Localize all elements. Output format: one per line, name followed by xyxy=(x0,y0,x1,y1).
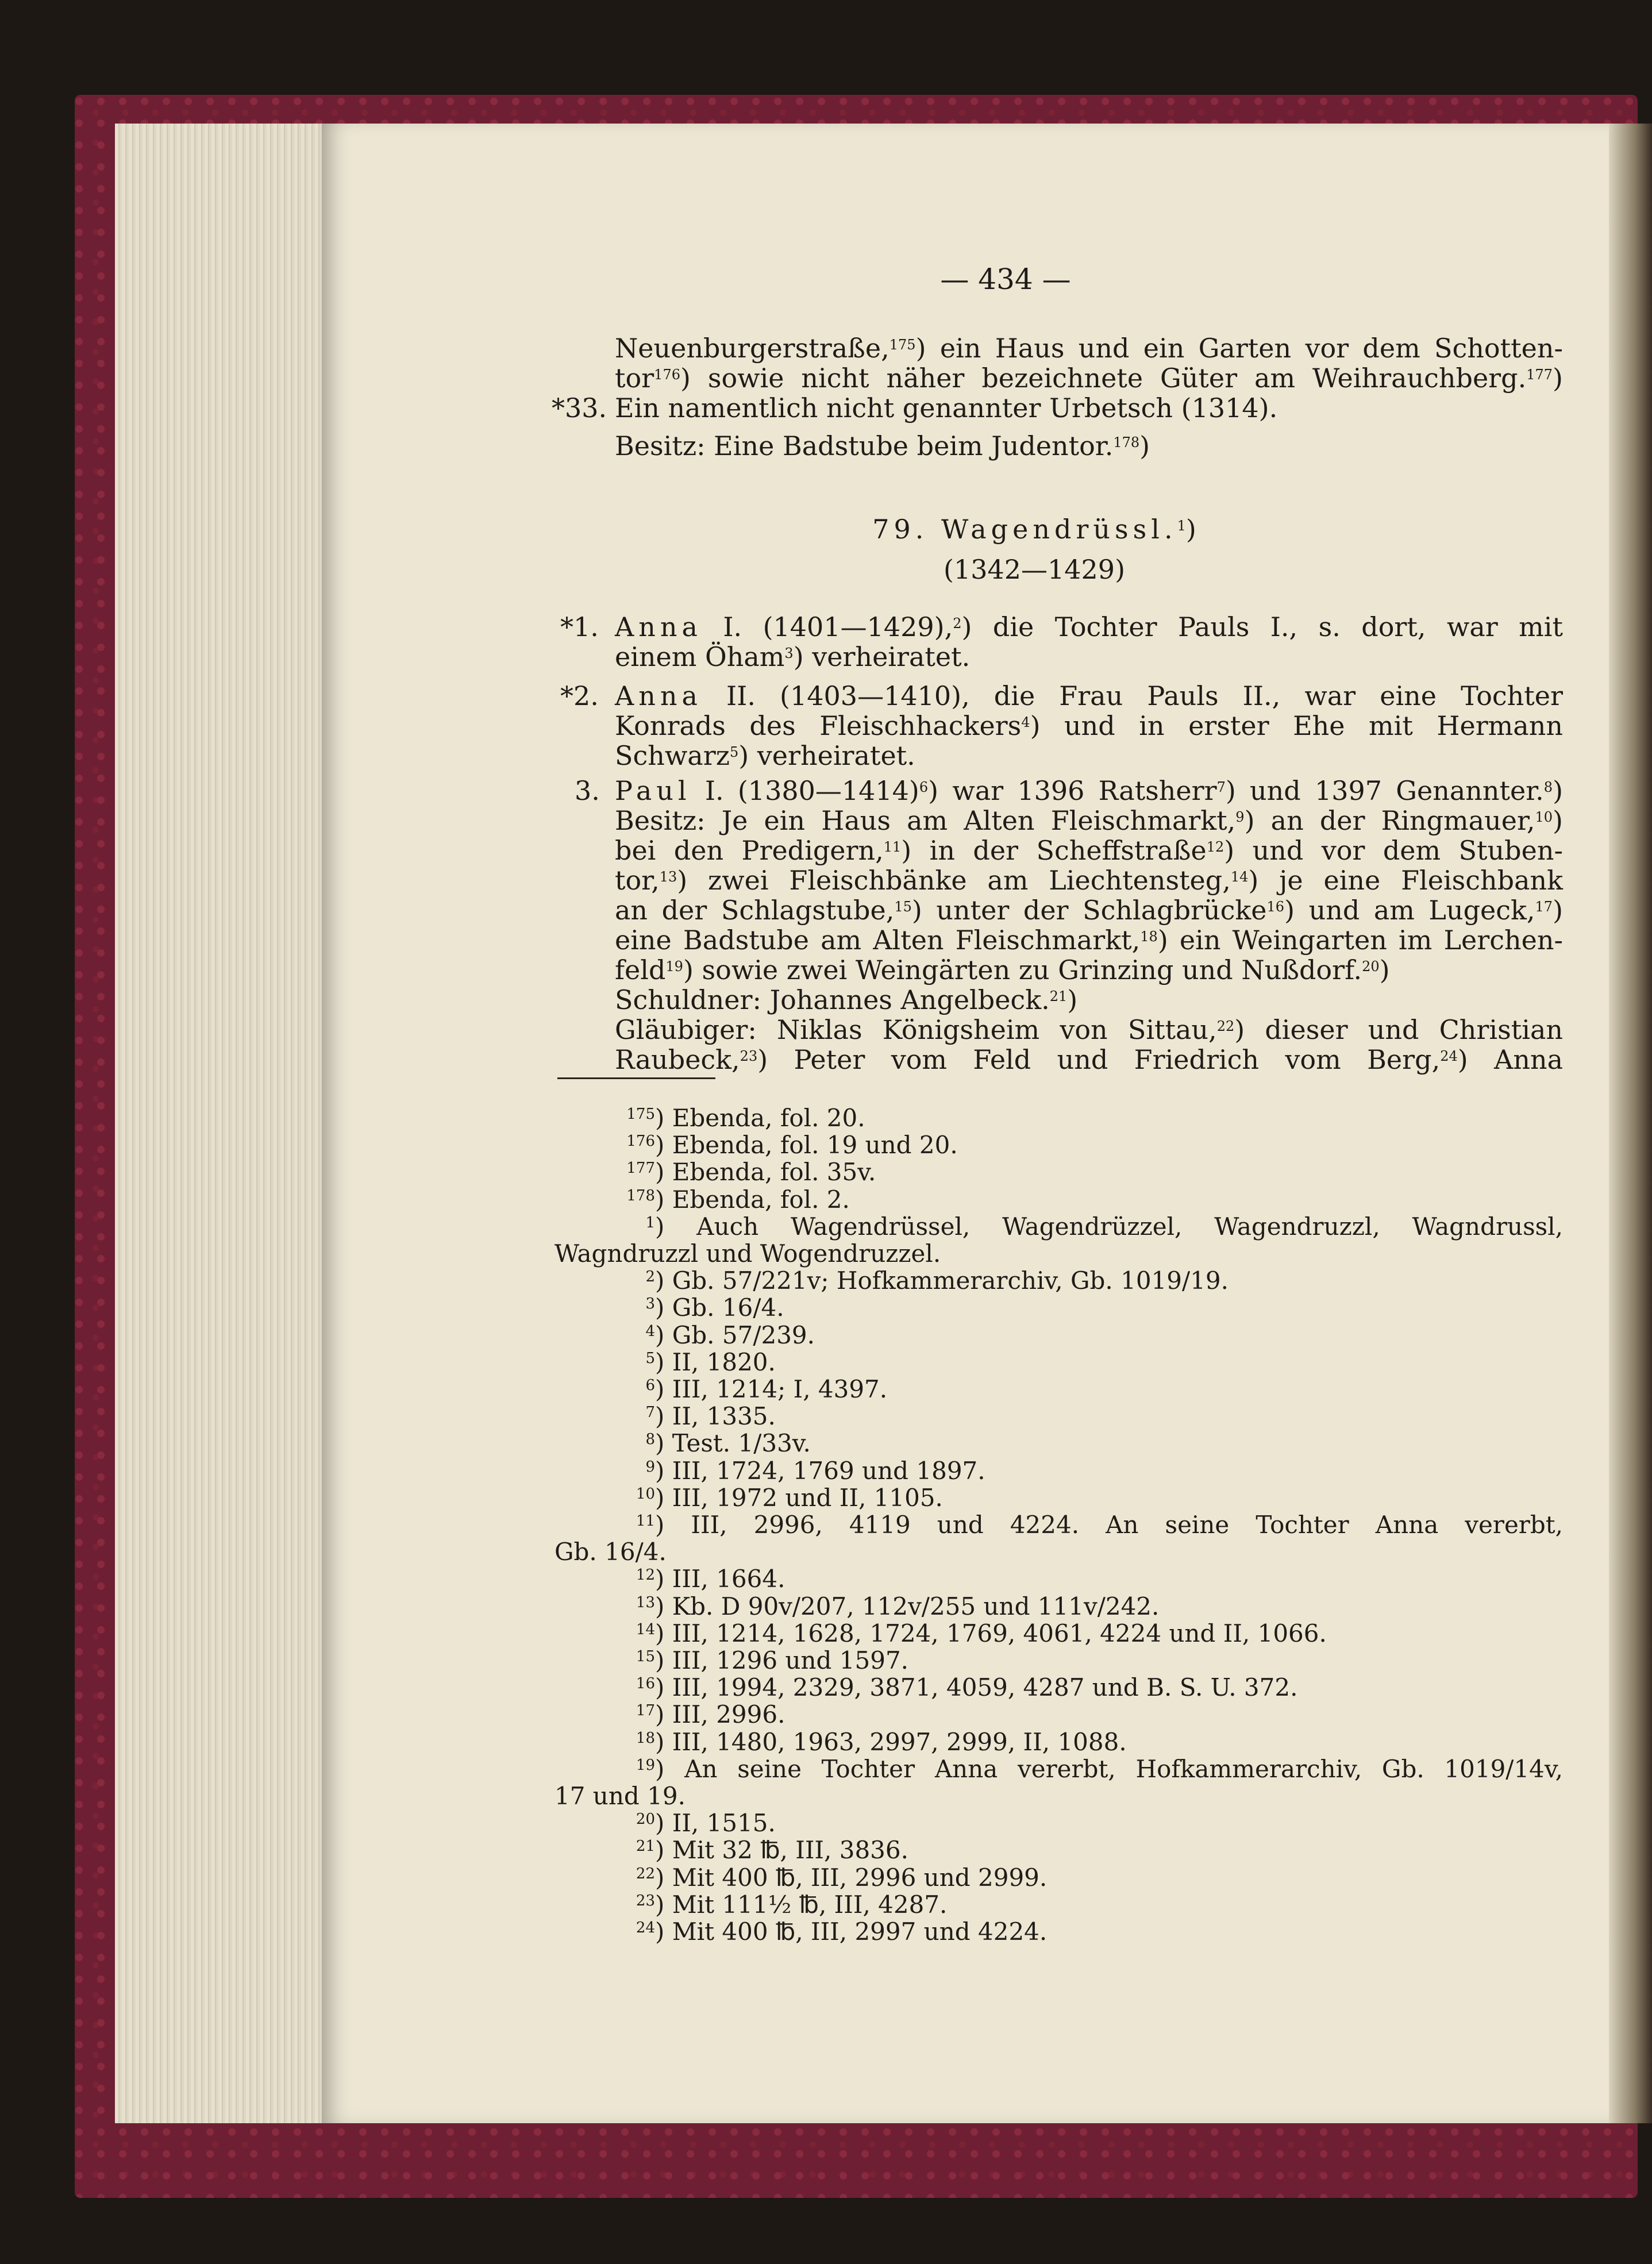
footnote-text: ) II, 1335. xyxy=(655,1402,776,1431)
footnote-number: 1 xyxy=(645,1214,655,1231)
family-heading: 79. Wagendrüssl.$^1$) xyxy=(872,514,1196,545)
page-number: — 434 — xyxy=(940,263,1071,296)
entry-3-line-1: Paul I. (1380—1414)$^6$) war 1396 Ratsherr$^7$) und 1397 Genannter.$^8$) xyxy=(615,775,1564,806)
footnote-number: 17 xyxy=(636,1702,655,1720)
entry-3-line-8: Schuldner: Johannes Angelbeck.$^{21}$) xyxy=(615,984,1078,1015)
intro-line-4: Besitz: Eine Badstube beim Judentor.$^{178}$) xyxy=(615,430,1150,461)
footnote-text: ) An seine Tochter Anna vererbt, Hofkammerarchiv, Gb. 1019/14v, xyxy=(655,1754,1563,1783)
footnote-number: 22 xyxy=(636,1865,655,1882)
entry-3-line-9: Gläubiger: Niklas Königsheim von Sittau,$^{22}$) dieser und Christian xyxy=(615,1014,1563,1045)
footnote-text: ) Mit 400 ℔, III, 2997 und 4224. xyxy=(655,1918,1048,1946)
footnote-text: ) III, 1664. xyxy=(655,1565,785,1593)
footnote-number: 4 xyxy=(645,1322,655,1340)
footnote-continuation: 17 und 19. xyxy=(554,1782,686,1810)
footnote-number: 13 xyxy=(636,1593,655,1611)
entry-3-line-5: an der Schlagstube,$^{15}$) unter der Schlagbrücke$^{16}$) und am Lugeck,$^{17}$) xyxy=(615,895,1564,926)
footnote-number: 177 xyxy=(626,1160,655,1177)
footnote-text: ) III, 1724, 1769 und 1897. xyxy=(655,1456,985,1485)
footnote-text: ) III, 1994, 2329, 3871, 4059, 4287 und B. S. U. 372. xyxy=(655,1673,1298,1702)
footnote-text: ) Mit 400 ℔, III, 2996 und 2999. xyxy=(655,1863,1048,1892)
entry-number-3: 3. xyxy=(575,775,600,806)
footnote-text: ) Ebenda, fol. 2. xyxy=(655,1185,850,1214)
footnote-text: ) Gb. 57/221v; Hofkammerarchiv, Gb. 1019/19. xyxy=(655,1266,1229,1295)
entry-3-line-7: feld$^{19}$) sowie zwei Weingärten zu Grinzing und Nußdorf.$^{20}$) xyxy=(615,954,1390,985)
footnote-number: 15 xyxy=(636,1648,655,1665)
footnote-continuation: Wagndruzzl und Wogendruzzel. xyxy=(554,1239,941,1268)
footnote-text: ) Gb. 16/4. xyxy=(655,1293,784,1322)
intro-line-2: tor$^{176}$) sowie nicht näher bezeichnete Güter am Weihrauchberg.$^{177}$) xyxy=(615,363,1563,394)
entry-2-line-1: Anna II. (1403—1410), die Frau Pauls II., war eine Tochter xyxy=(615,680,1563,711)
footnote-number: 23 xyxy=(636,1892,655,1909)
intro-line-1: Neuenburgerstraße,$^{175}$) ein Haus und ein Garten vor dem Schotten- xyxy=(615,333,1563,364)
footnote-number: 19 xyxy=(636,1756,655,1774)
entry-2-line-2: Konrads des Fleischhackers$^4$) und in erster Ehe mit Hermann xyxy=(615,710,1563,741)
page-edges xyxy=(115,124,333,2123)
footnote-text: ) III, 1480, 1963, 2997, 2999, II, 1088. xyxy=(655,1727,1127,1756)
entry-3-line-2: Besitz: Je ein Haus am Alten Fleischmarkt,$^9$) an der Ringmauer,$^{10}$) xyxy=(615,805,1563,836)
footnote-number: 8 xyxy=(645,1431,655,1449)
footnote-number: 178 xyxy=(626,1187,655,1204)
page-gutter-right xyxy=(1609,124,1652,2123)
footnote-text: ) Auch Wagendrüssel, Wagendrüzzel, Wagendruzzl, Wagndrussl, xyxy=(655,1212,1563,1241)
entry-3-line-10: Raubeck,$^{23}$) Peter vom Feld und Friedrich vom Berg,$^{24}$) Anna xyxy=(615,1044,1563,1075)
entry-number-33: *33. xyxy=(552,392,607,423)
footnote-number: 16 xyxy=(636,1675,655,1693)
footnote-text: ) Ebenda, fol. 19 und 20. xyxy=(655,1131,958,1160)
footnote-continuation: Gb. 16/4. xyxy=(554,1538,667,1566)
footnote-number: 10 xyxy=(636,1485,655,1503)
entry-3-line-4: tor,$^{13}$) zwei Fleischbänke am Liechtensteg,$^{14}$) je eine Fleischbank xyxy=(615,865,1564,896)
entry-2-line-3: Schwarz$^5$) verheiratet. xyxy=(615,740,915,771)
footnote-number: 175 xyxy=(626,1106,655,1123)
footnote-text: ) III, 2996, 4119 und 4224. An seine Tochter Anna vererbt, xyxy=(655,1511,1563,1539)
footnote-text: ) Gb. 57/239. xyxy=(655,1320,815,1349)
footnote-number: 12 xyxy=(636,1566,655,1584)
footnote-text: ) III, 2996. xyxy=(655,1700,785,1729)
entry-1-line-2: einem Öham$^3$) verheiratet. xyxy=(615,641,971,672)
footnote-text: ) Ebenda, fol. 35v. xyxy=(655,1158,876,1187)
footnote-text: ) Kb. D 90v/207, 112v/255 und 111v/242. xyxy=(655,1592,1160,1620)
footnote-text: ) III, 1972 und II, 1105. xyxy=(655,1483,943,1512)
entry-number-2: *2. xyxy=(560,680,599,711)
footnote-number: 20 xyxy=(636,1811,655,1828)
footnote-text: ) Test. 1/33v. xyxy=(655,1429,811,1458)
footnote-text: ) II, 1820. xyxy=(655,1347,776,1376)
footnote-number: 21 xyxy=(636,1838,655,1855)
footnote-number: 7 xyxy=(645,1404,655,1422)
footnote-text: ) Mit 32 ℔, III, 3836. xyxy=(655,1836,908,1865)
footnote-number: 14 xyxy=(636,1620,655,1638)
entry-3-line-3: bei den Predigern,$^{11}$) in der Scheffstraße$^{12}$) und vor dem Stuben- xyxy=(615,835,1563,866)
footnote-number: 6 xyxy=(645,1377,655,1394)
entry-number-1: *1. xyxy=(560,611,599,642)
footnote-number: 5 xyxy=(645,1349,655,1367)
footnote-text: ) II, 1515. xyxy=(655,1809,776,1838)
intro-line-3: Ein namentlich nicht genannter Urbetsch (1314). xyxy=(615,392,1278,423)
footnote-text: ) III, 1214; I, 4397. xyxy=(655,1375,888,1403)
footnote-number: 176 xyxy=(626,1133,655,1150)
footnote-number: 3 xyxy=(645,1295,655,1313)
footnote-number: 11 xyxy=(636,1512,655,1530)
footnote-text: ) III, 1296 und 1597. xyxy=(655,1646,909,1674)
footnote-number: 2 xyxy=(645,1268,655,1286)
footnote-text: ) Ebenda, fol. 20. xyxy=(655,1104,865,1132)
book-page xyxy=(322,124,1638,2123)
footnote-number: 18 xyxy=(636,1729,655,1747)
entry-3-line-6: eine Badstube am Alten Fleischmarkt,$^{18}$) ein Weingarten im Lerchen- xyxy=(615,925,1564,956)
footnote-text: ) III, 1214, 1628, 1724, 1769, 4061, 4224 und II, 1066. xyxy=(655,1619,1327,1647)
footnote-rule xyxy=(557,1077,715,1079)
footnote-text: ) Mit 111½ ℔, III, 4287. xyxy=(655,1890,948,1919)
entry-1-line-1: Anna I. (1401—1429),$^2$) die Tochter Pauls I., s. dort, war mit xyxy=(615,611,1563,642)
footnote-number: 24 xyxy=(636,1919,655,1936)
footnote-number: 9 xyxy=(645,1458,655,1476)
family-years: (1342—1429) xyxy=(943,554,1126,585)
